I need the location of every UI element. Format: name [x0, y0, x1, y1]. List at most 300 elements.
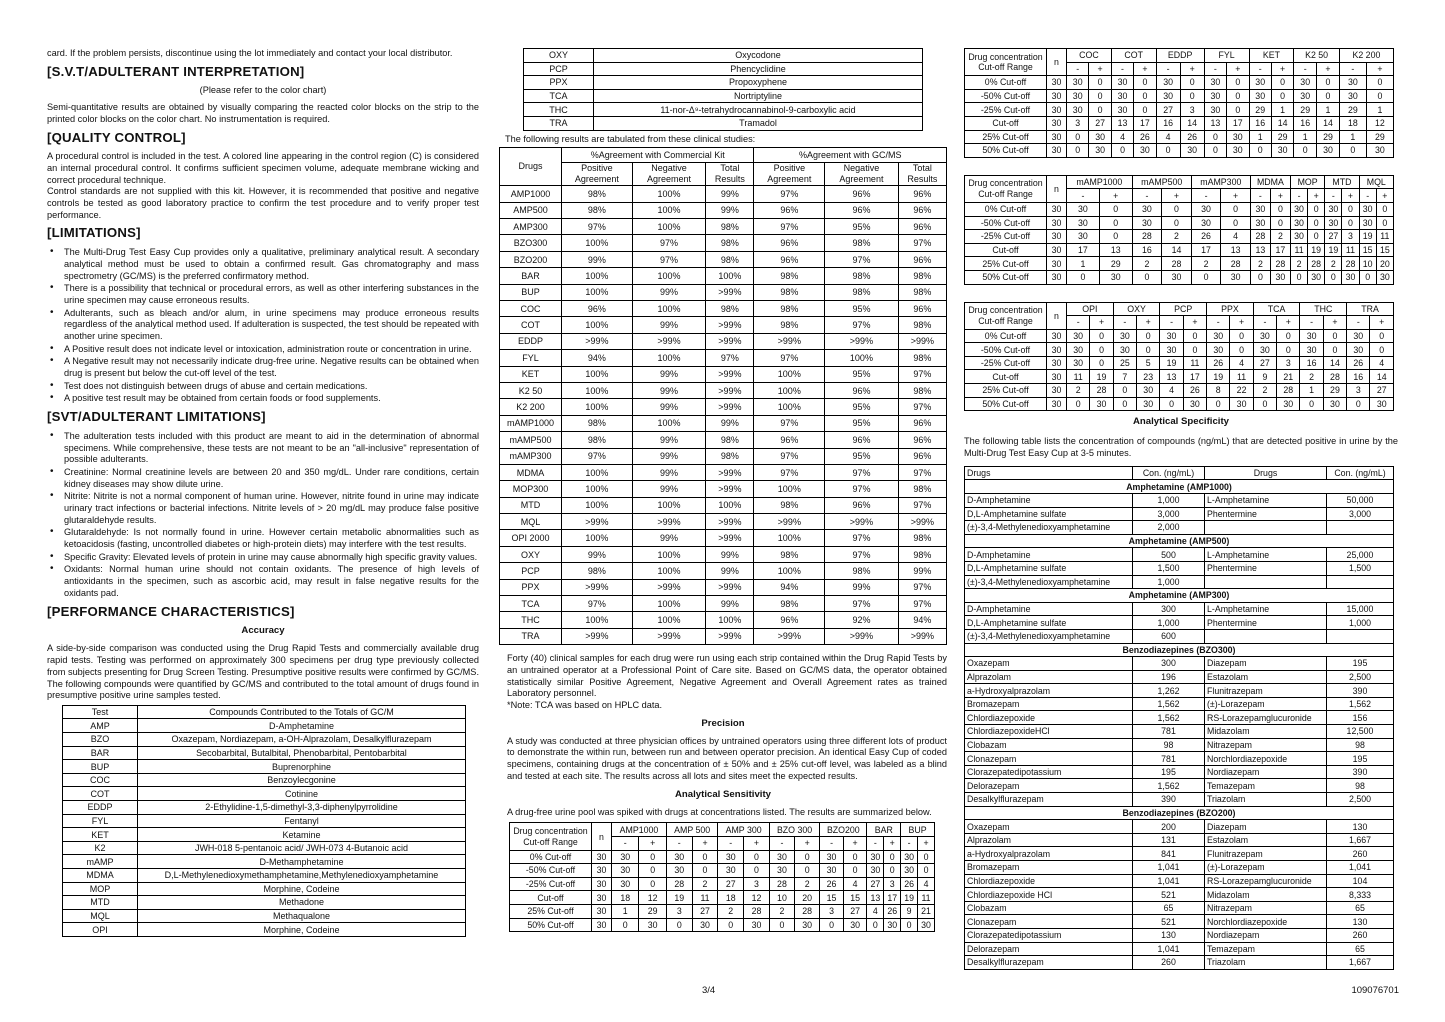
table-cell: MDMA [500, 464, 562, 480]
table-cell: 0 [1156, 144, 1180, 158]
table-cell: Cut-off [965, 243, 1047, 257]
table-cell: BZO300 [500, 235, 562, 251]
table-cell: 30 [1191, 216, 1221, 230]
table-cell: 0 [1342, 202, 1359, 216]
table-row [510, 877, 935, 891]
agree-subheader: Total Results [706, 163, 754, 186]
table-cell: 0 [1134, 89, 1156, 103]
table-cell: THC [524, 103, 594, 117]
table-cell: 30 [666, 864, 692, 878]
table-cell: MDMA [63, 869, 138, 883]
table-cell: 0 [1227, 103, 1249, 117]
table-cell: 30 [1294, 76, 1317, 90]
compound-header-test: Test [63, 705, 138, 719]
table-cell: Buprenorphine [138, 760, 466, 774]
table-cell: >99% [754, 333, 825, 349]
table-cell: 0 [1308, 216, 1325, 230]
table-cell: 95% [825, 415, 899, 431]
table-cell: 29 [1249, 103, 1271, 117]
table-cell: Oxazepam [965, 657, 1133, 671]
list-item: • A Negative result may not necessarily indicate drug-free urine. Negative results can be obtained when drug is present but below the cut-off level of the test. [47, 356, 479, 379]
table-row [500, 251, 947, 267]
table-cell: 30 [1227, 144, 1249, 158]
table-cell: 94% [562, 350, 633, 366]
minus-sign: - [1250, 189, 1270, 203]
specificity-heading: Analytical Specificity [1133, 416, 1229, 428]
table-row [500, 350, 947, 366]
table-cell: 0 [1271, 89, 1293, 103]
list-item: • A positive test result may be obtained from certain foods or food supplements. [47, 393, 479, 405]
table-cell: COT [63, 787, 138, 801]
table-cell: 1 [612, 904, 639, 918]
table-cell: BAR [63, 746, 138, 760]
table-cell: 11 [1067, 370, 1090, 384]
table-cell: 13 [1160, 370, 1183, 384]
table-cell: 1,000 [1133, 616, 1205, 630]
cut-header-row [510, 823, 935, 837]
cut-label: Drug concentration Cut-off Range [965, 175, 1047, 202]
table-cell: 30 [901, 864, 918, 878]
table-row [500, 563, 947, 579]
table-cell: 0 [612, 918, 639, 932]
table-cell: OXY [524, 49, 594, 63]
table-cell: 2 [1132, 257, 1162, 271]
table-cell: 98% [754, 268, 825, 284]
table-cell: 28 [1250, 230, 1270, 244]
table-cell: KET [63, 828, 138, 842]
table-cell: 0 [1300, 397, 1323, 411]
drug-header: K2 50 [1294, 49, 1340, 63]
plus-sign: + [795, 837, 820, 851]
plus-sign: + [1090, 316, 1113, 330]
table-cell: Flunitrazepam [1205, 847, 1327, 861]
table-cell: 3 [666, 904, 692, 918]
table-cell: 26 [1180, 130, 1204, 144]
table-cell: 97% [754, 350, 825, 366]
table-cell: 1 [1271, 103, 1293, 117]
table-cell: 130 [1133, 928, 1205, 942]
drug-header: MTD [1325, 175, 1359, 189]
table-row [63, 773, 466, 787]
table-cell: 260 [1327, 928, 1394, 942]
table-cell: 30 [1300, 329, 1323, 343]
table-cell: 30 [918, 918, 935, 932]
table-cell: 30 [1047, 397, 1067, 411]
drug-header: mAMP500 [1132, 175, 1191, 189]
table-cell: K2 [63, 841, 138, 855]
table-cell: 18 [718, 891, 744, 905]
minus-sign: - [1347, 316, 1370, 330]
table-cell: 30 [1156, 76, 1180, 90]
table-cell: 1,000 [1133, 493, 1205, 507]
table-row [965, 230, 1394, 244]
table-row [500, 432, 947, 448]
table-cell: 3 [1180, 103, 1204, 117]
table-cell: 0 [1204, 130, 1226, 144]
table-cell: 30 [1359, 216, 1376, 230]
table-cell: Cotinine [138, 787, 466, 801]
table-cell: 30 [1227, 130, 1249, 144]
table-cell: 27 [1370, 384, 1394, 398]
table-cell: 30 [1253, 329, 1276, 343]
table-cell: 27 [1156, 103, 1180, 117]
table-cell: 98% [825, 235, 899, 251]
table-cell: 0 [1111, 144, 1133, 158]
table-cell: 100% [706, 268, 754, 284]
table-cell: 30 [795, 918, 820, 932]
table-row [510, 864, 935, 878]
spec-header-drugs-2: Drugs [1205, 466, 1327, 480]
table-cell: 25% Cut-off [510, 904, 592, 918]
minus-sign: - [1191, 189, 1221, 203]
table-cell: 390 [1327, 765, 1394, 779]
table-cell: 1,041 [1133, 861, 1205, 875]
table-cell: Secobarbital, Butalbital, Phenobarbital, Pentobarbital [138, 746, 466, 760]
table-cell: 3,000 [1133, 507, 1205, 521]
plus-sign: + [884, 837, 901, 851]
table-cell: 0 [1090, 343, 1113, 357]
table-cell: 0 [1162, 216, 1192, 230]
table-cell: MOP300 [500, 481, 562, 497]
table-cell: 99% [562, 546, 633, 562]
table-cell: 0 [769, 918, 794, 932]
spec-section-title: Amphetamine (AMP300) [965, 589, 1394, 603]
table-cell: 30 [1294, 89, 1317, 103]
table-row [524, 89, 923, 103]
table-row [965, 343, 1394, 357]
table-row [500, 202, 947, 218]
table-cell: EDDP [63, 801, 138, 815]
table-cell: 10 [769, 891, 794, 905]
limitations-list [47, 247, 479, 405]
table-cell: 30 [1160, 343, 1183, 357]
table-cell: 15 [820, 891, 844, 905]
table-cell: 1 [1317, 103, 1340, 117]
table-cell: RS-Lorazepamglucuronide [1205, 874, 1327, 888]
table-cell: 100% [632, 415, 706, 431]
table-cell: D-Amphetamine [965, 548, 1133, 562]
table-row [63, 733, 466, 747]
table-cell [1327, 629, 1394, 643]
table-cell: 97% [562, 219, 633, 235]
table-cell: Temazepam [1205, 942, 1327, 956]
table-cell: 98% [825, 284, 899, 300]
table-cell: 25% Cut-off [965, 384, 1047, 398]
cutoff-table-2 [964, 175, 1394, 285]
table-row [63, 746, 466, 760]
table-cell: 98% [706, 219, 754, 235]
table-cell: 2 [1325, 257, 1342, 271]
table-cell: 30 [769, 864, 794, 878]
table-cell: 0 [1113, 397, 1136, 411]
table-cell: 30 [1047, 103, 1067, 117]
table-cell: (±)-3,4-Methylenedioxyamphetamine [965, 575, 1133, 589]
table-cell: 99% [706, 202, 754, 218]
spec-header-drugs: Drugs [965, 466, 1133, 480]
table-cell: 14 [1180, 116, 1204, 130]
table-cell: 30 [1047, 230, 1067, 244]
table-cell: 30 [1366, 144, 1393, 158]
table-cell: 9 [1253, 370, 1276, 384]
table-row [965, 765, 1394, 779]
table-cell: K2 200 [500, 399, 562, 415]
table-cell: 29 [1366, 130, 1393, 144]
table-cell: 96% [754, 612, 825, 628]
table-cell: 0 [1347, 397, 1370, 411]
table-row [965, 76, 1394, 90]
table-cell: 99% [825, 579, 899, 595]
table-cell: 3 [1277, 356, 1300, 370]
table-cell: 0 [820, 918, 844, 932]
table-cell: 30 [1300, 343, 1323, 357]
table-cell: 0 [744, 850, 770, 864]
plus-sign: + [1323, 316, 1346, 330]
table-cell: mAMP500 [500, 432, 562, 448]
table-cell: 1 [1300, 384, 1323, 398]
plus-sign: + [1376, 189, 1393, 203]
table-cell: 1,667 [1327, 833, 1394, 847]
table-row [965, 116, 1394, 130]
drug-header: K2 200 [1339, 49, 1393, 63]
table-cell: 0 [1277, 343, 1300, 357]
table-cell: 29 [639, 904, 666, 918]
table-cell: Flunitrazepam [1205, 684, 1327, 698]
table-cell: mAMP1000 [500, 415, 562, 431]
table-cell: AMP1000 [500, 186, 562, 202]
table-cell: 65 [1327, 942, 1394, 956]
table-cell: TRA [500, 628, 562, 644]
table-row [965, 397, 1394, 411]
table-row [524, 103, 923, 117]
table-cell: 0 [1230, 329, 1253, 343]
table-cell: 0 [666, 918, 692, 932]
table-cell: 19 [1325, 243, 1342, 257]
table-cell: 1,041 [1133, 942, 1205, 956]
table-cell: 99% [632, 366, 706, 382]
table-cell: 97% [898, 579, 946, 595]
table-cell: 30 [1180, 144, 1204, 158]
table-cell: 97% [898, 366, 946, 382]
table-cell: 30 [1047, 144, 1067, 158]
sensitivity-text: A drug-free urine pool was spiked with drugs at concentrations listed. The results are summarized below. [507, 806, 932, 817]
n-label: n [592, 823, 612, 850]
table-cell: 5 [1137, 356, 1160, 370]
qc-text-2: Control standards are not supplied with this kit. However, it is recommended that positive and negative controls be tested as good laboratory practice to confirm the test procedure and to verify proper test performance. [47, 186, 479, 220]
table-row [63, 719, 466, 733]
table-cell [1205, 521, 1327, 535]
table-cell: 97% [825, 530, 899, 546]
table-cell: 30 [1270, 270, 1290, 284]
table-cell: 104 [1327, 874, 1394, 888]
table-cell: 98% [754, 300, 825, 316]
table-cell: 0% Cut-off [965, 329, 1047, 343]
table-cell: Estazolam [1205, 670, 1327, 684]
table-row [965, 130, 1394, 144]
svt-interpretation-heading: [S.V.T/ADULTERANT INTERPRETATION] [47, 63, 305, 79]
table-cell: 98% [898, 350, 946, 366]
table-cell: Morphine, Codeine [138, 882, 466, 896]
table-cell: 30 [1047, 270, 1067, 284]
table-cell: 96% [898, 251, 946, 267]
table-cell: 13 [867, 891, 884, 905]
table-cell: 0 [718, 918, 744, 932]
table-cell: 13 [1204, 116, 1226, 130]
table-cell: Propoxyphene [594, 76, 923, 90]
agree-subheader: Positive Agreement [754, 163, 825, 186]
table-row [500, 579, 947, 595]
table-cell: 0% Cut-off [510, 850, 592, 864]
drug-header: AMP1000 [612, 823, 667, 837]
cut-header-row [965, 175, 1394, 189]
minus-sign: - [1067, 316, 1090, 330]
list-item: • Adulterants, such as bleach and/or alum, in urine specimens may produce erroneous results regardless of the analytical method used. If adulteration is suspected, the test should be repeated with another urine specimen. [47, 308, 479, 343]
table-cell: 30 [1290, 230, 1307, 244]
plus-sign: + [1134, 62, 1156, 76]
table-row [63, 760, 466, 774]
table-cell: 30 [718, 864, 744, 878]
table-cell: 30 [1047, 76, 1067, 90]
table-cell: 15 [1359, 243, 1376, 257]
table-cell: 21 [1277, 370, 1300, 384]
drug-header: COT [1111, 49, 1156, 63]
table-cell: 26 [1191, 230, 1221, 244]
table-cell: Delorazepam [965, 942, 1133, 956]
table-cell: 26 [884, 904, 901, 918]
tca-note: *Note: TCA was based on HPLC data. [507, 699, 663, 710]
table-row [965, 243, 1394, 257]
table-cell: 13 [1111, 116, 1133, 130]
table-cell: 100% [632, 300, 706, 316]
table-cell: 14 [1162, 243, 1192, 257]
table-cell: 1,562 [1133, 711, 1205, 725]
table-cell: 0 [901, 918, 918, 932]
table-cell: 1,562 [1133, 697, 1205, 711]
table-row [524, 116, 923, 130]
table-cell: 30 [1067, 216, 1100, 230]
table-cell: 0 [1317, 89, 1340, 103]
table-cell: 16 [1300, 356, 1323, 370]
table-cell: 50% Cut-off [510, 918, 592, 932]
table-cell: 14 [1271, 116, 1293, 130]
table-cell: 30 [1250, 216, 1270, 230]
minus-sign: - [1359, 189, 1376, 203]
table-cell: 97% [632, 251, 706, 267]
table-cell: 30 [1325, 216, 1342, 230]
plus-sign: + [1270, 189, 1290, 203]
table-cell: >99% [825, 333, 899, 349]
table-cell: >99% [632, 333, 706, 349]
table-cell: 30 [1160, 329, 1183, 343]
table-cell: 98% [754, 317, 825, 333]
table-cell: 1,041 [1133, 874, 1205, 888]
table-cell: 0% Cut-off [965, 76, 1047, 90]
plus-sign: + [1089, 62, 1111, 76]
table-cell: 4 [843, 877, 867, 891]
table-cell: 98% [562, 415, 633, 431]
table-row [500, 530, 947, 546]
table-cell: 0 [1230, 343, 1253, 357]
table-cell: 98% [706, 235, 754, 251]
table-cell: 98% [706, 448, 754, 464]
table-cell: 2 [1191, 257, 1221, 271]
table-cell: D-Methamphetamine [138, 855, 466, 869]
table-row [965, 629, 1394, 643]
minus-sign: - [769, 837, 794, 851]
table-cell: 30 [1221, 270, 1251, 284]
plus-sign: + [1370, 316, 1394, 330]
table-cell: 2 [1250, 257, 1270, 271]
table-cell: AMP500 [500, 202, 562, 218]
table-cell: PPX [500, 579, 562, 595]
precision-text: A study was conducted at three physician offices by untrained operators using three different lots of product to demonstrate the within run, between run and between operator precision. An identical Easy Cup of coded specimens, containing drugs at the concentration of ± 50% and ± 25% cut-off level, was labeled as a blind and tested at each site. The results across all lots and sites meet the expected results. [507, 735, 947, 781]
table-cell: 2 [1067, 384, 1090, 398]
table-cell: 98% [754, 497, 825, 513]
table-cell: 96% [562, 300, 633, 316]
table-cell: 0 [1366, 89, 1393, 103]
table-cell: 7 [1113, 370, 1136, 384]
table-cell: 1 [1249, 130, 1271, 144]
table-cell: Benzoylecgonine [138, 773, 466, 787]
table-cell: 96% [754, 432, 825, 448]
table-cell: Phentermine [1205, 616, 1327, 630]
table-row [63, 801, 466, 815]
table-cell: 11 [692, 891, 718, 905]
table-cell: >99% [898, 514, 946, 530]
table-cell: 30 [1137, 397, 1160, 411]
table-cell: 28 [795, 904, 820, 918]
table-cell: 13 [1099, 243, 1132, 257]
table-cell: Alprazolam [965, 833, 1133, 847]
table-row [965, 493, 1394, 507]
table-cell: Nitrazepam [1205, 901, 1327, 915]
list-item: • A Positive result does not indicate level or intoxication, administration route or concentration in urine. [47, 344, 479, 356]
table-cell: BUP [500, 284, 562, 300]
table-cell: 26 [1207, 356, 1230, 370]
table-row [63, 828, 466, 842]
table-cell: Diazepam [1205, 820, 1327, 834]
table-cell: D,L-Methylenedioxymethamphetamine,Methylenedioxyamphetamine [138, 869, 466, 883]
table-cell: 20 [1376, 257, 1393, 271]
table-row [965, 616, 1394, 630]
drug-header: COC [1067, 49, 1112, 63]
table-cell: 25 [1113, 356, 1136, 370]
table-cell: 0 [1113, 384, 1136, 398]
table-cell: 100% [562, 464, 633, 480]
table-cell: 30 [1067, 202, 1100, 216]
table-cell: 99% [632, 464, 706, 480]
cut-label: Drug concentration Cut-off Range [965, 49, 1047, 76]
table-cell: 3,000 [1327, 507, 1394, 521]
table-row [500, 333, 947, 349]
table-cell: Delorazepam [965, 779, 1133, 793]
table-cell: 0 [639, 864, 666, 878]
table-cell: 30 [1339, 76, 1366, 90]
table-cell: 2 [1270, 230, 1290, 244]
table-cell: 15,000 [1327, 602, 1394, 616]
table-cell: 11 [918, 891, 935, 905]
table-cell: (±)-Lorazepam [1205, 697, 1327, 711]
table-cell: 30 [1347, 343, 1370, 357]
agree-subheader: Negative Agreement [825, 163, 899, 186]
table-row [500, 628, 947, 644]
table-cell: 4 [1156, 130, 1180, 144]
table-cell: 0 [1294, 144, 1317, 158]
table-cell: 12,500 [1327, 725, 1394, 739]
table-cell: 11 [1376, 230, 1393, 244]
table-cell: 19 [1160, 356, 1183, 370]
table-cell: 1,262 [1133, 684, 1205, 698]
table-cell: 0 [1323, 343, 1346, 357]
